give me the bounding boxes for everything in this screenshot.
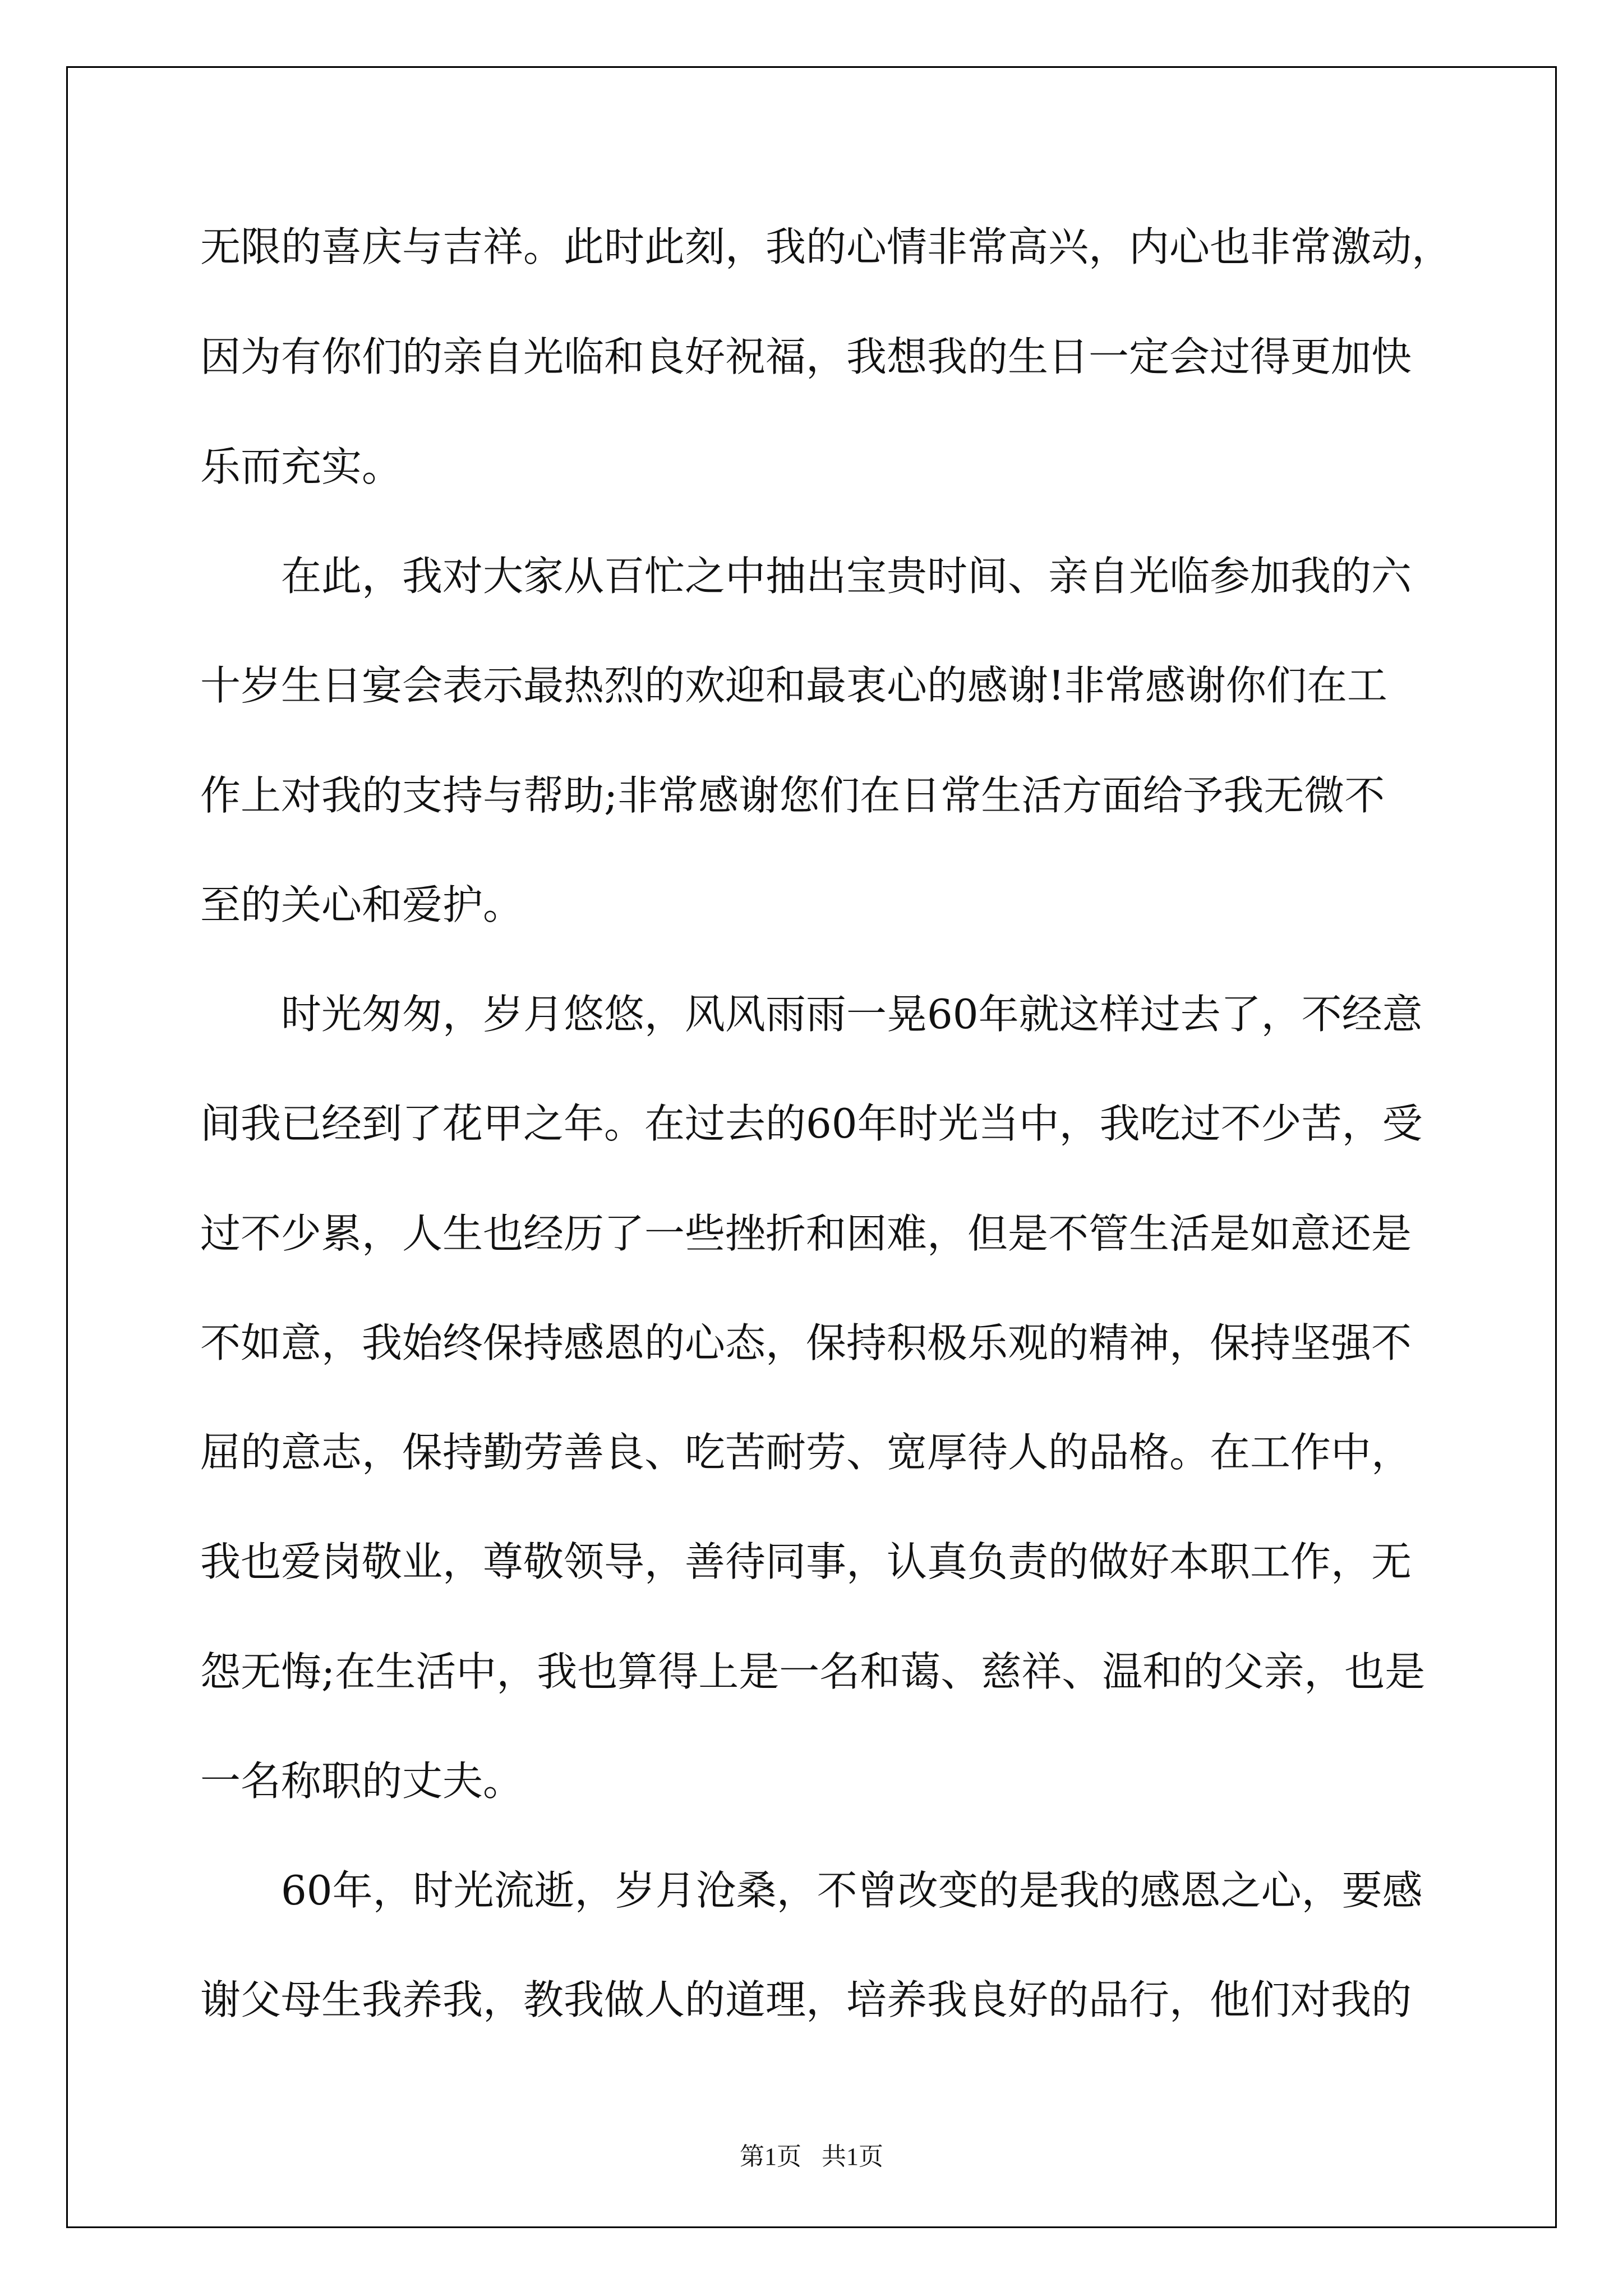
text-line: 60年，时光流逝，岁月沧桑，不曾改变的是我的感恩之心，要感 (281, 1867, 1423, 1914)
text-line: 因为有你们的亲自光临和良好祝福，我想我的生日一定会过得更加快 (200, 333, 1412, 380)
text-line: 作上对我的支持与帮助;非常感谢您们在日常生活方面给予我无微不 (200, 772, 1385, 819)
text-line: 过不少累，人生也经历了一些挫折和困难，但是不管生活是如意还是 (200, 1210, 1412, 1257)
text-line: 我也爱岗敬业，尊敬领导，善待同事，认真负责的做好本职工作，无 (200, 1538, 1412, 1585)
text-line: 乐而充实。 (200, 443, 403, 490)
page-total: 共1页 (822, 2143, 883, 2170)
page-footer (0, 2136, 1623, 2172)
text-line: 谢父母生我养我，教我做人的道理，培养我良好的品行，他们对我的 (200, 1976, 1412, 2023)
text-line: 不如意，我始终保持感恩的心态，保持积极乐观的精神，保持坚强不 (200, 1319, 1412, 1366)
text-line: 无限的喜庆与吉祥。此时此刻，我的心情非常高兴，内心也非常激动， (200, 223, 1453, 270)
text-line: 间我已经到了花甲之年。在过去的60年时光当中，我吃过不少苦，受 (200, 1100, 1423, 1147)
page-number: 第1页 (740, 2143, 801, 2170)
text-line: 至的关心和爱护。 (200, 881, 524, 928)
text-line: 一名称职的丈夫。 (200, 1757, 524, 1805)
text-line: 十岁生日宴会表示最热烈的欢迎和最衷心的感谢!非常感谢你们在工 (200, 662, 1387, 709)
text-line: 在此，我对大家从百忙之中抽出宝贵时间、亲自光临参加我的六 (281, 553, 1412, 600)
text-line: 屈的意志，保持勤劳善良、吃苦耐劳、宽厚待人的品格。在工作中， (200, 1429, 1412, 1476)
text-line: 时光匆匆，岁月悠悠，风风雨雨一晃60年就这样过去了，不经意 (281, 991, 1423, 1038)
text-line: 怨无悔;在生活中，我也算得上是一名和蔼、慈祥、温和的父亲，也是 (200, 1648, 1426, 1695)
